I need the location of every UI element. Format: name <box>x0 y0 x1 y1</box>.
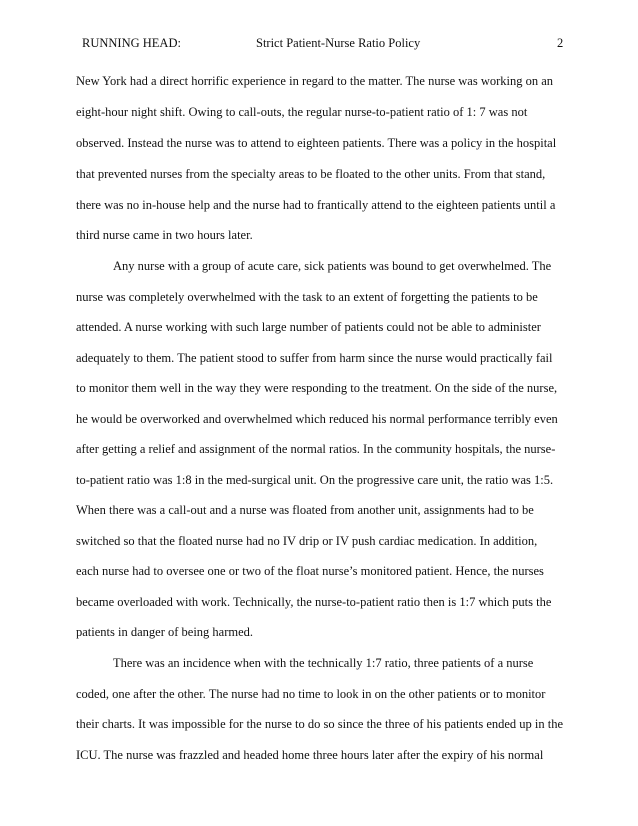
page-number: 2 <box>557 36 564 50</box>
body-line: third nurse came in two hours later. <box>76 228 253 242</box>
body-line: after getting a relief and assignment of the normal ratios. In the community hospitals, the nurse- <box>76 442 556 456</box>
body-line: to monitor them well in the way they were responding to the treatment. On the side of the nurse, <box>76 381 558 395</box>
body-line: to-patient ratio was 1:8 in the med-surgical unit. On the progressive care unit, the ratio was 1:5. <box>76 473 554 487</box>
short-title: Strict Patient-Nurse Ratio Policy <box>256 36 421 50</box>
body-line: observed. Instead the nurse was to attend to eighteen patients. There was a policy in the hospital <box>76 136 557 150</box>
page-header <box>0 36 638 54</box>
body-line: that prevented nurses from the specialty areas to be floated to the other units. From that stand, <box>76 167 546 181</box>
body-line: There was an incidence when with the technically 1:7 ratio, three patients of a nurse <box>113 656 534 670</box>
body-line: switched so that the floated nurse had no IV drip or IV push cardiac medication. In addition, <box>76 534 538 548</box>
body-line: eight-hour night shift. Owing to call-outs, the regular nurse-to-patient ratio of 1: 7 was not <box>76 105 528 119</box>
running-head: RUNNING HEAD: <box>82 36 181 50</box>
body-line: Any nurse with a group of acute care, sick patients was bound to get overwhelmed. The <box>113 259 552 273</box>
body-line: attended. A nurse working with such large number of patients could not be able to administer <box>76 320 541 334</box>
body-line: patients in danger of being harmed. <box>76 625 254 639</box>
body-line: he would be overworked and overwhelmed which reduced his normal performance terribly even <box>76 412 558 426</box>
body-line: there was no in-house help and the nurse had to frantically attend to the eighteen patients until a <box>76 198 556 212</box>
body-line: coded, one after the other. The nurse had no time to look in on the other patients or to monitor <box>76 687 546 701</box>
body-line: ICU. The nurse was frazzled and headed home three hours later after the expiry of his normal <box>76 748 544 762</box>
body-line: nurse was completely overwhelmed with the task to an extent of forgetting the patients to be <box>76 290 538 304</box>
body-line: New York had a direct horrific experience in regard to the matter. The nurse was working on an <box>76 74 554 88</box>
body-line: adequately to them. The patient stood to suffer from harm since the nurse would practically fail <box>76 351 553 365</box>
body-line: When there was a call-out and a nurse was floated from another unit, assignments had to be <box>76 503 534 517</box>
body-line: their charts. It was impossible for the nurse to do so since the three of his patients ended up in the <box>76 717 564 731</box>
body-line: became overloaded with work. Technically, the nurse-to-patient ratio then is 1:7 which puts the <box>76 595 552 609</box>
body-line: each nurse had to oversee one or two of the float nurse’s monitored patient. Hence, the nurses <box>76 564 544 578</box>
